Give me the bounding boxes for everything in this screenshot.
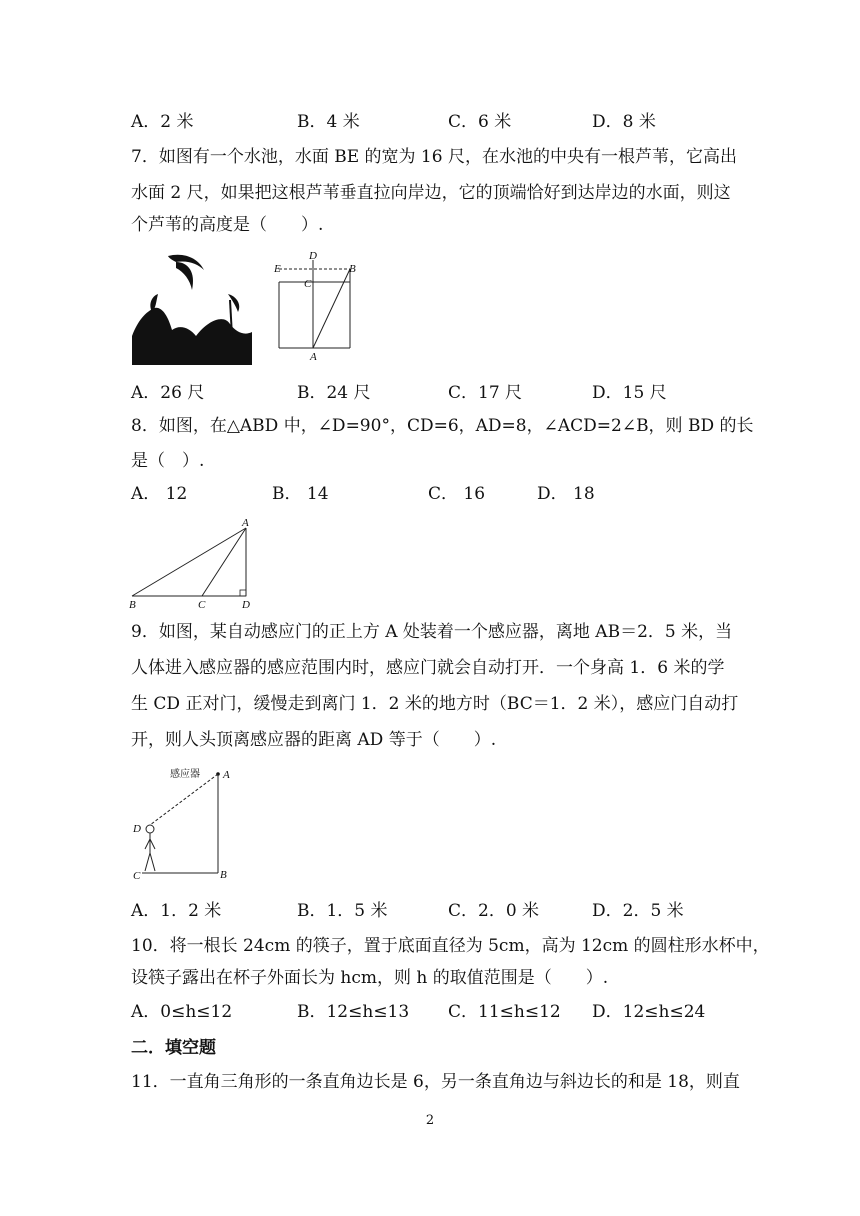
q7-line-1: 7．如图有一个水池，水面 BE 的宽为 16 尺，在水池的中央有一根芦苇，它高出 bbox=[131, 147, 737, 167]
label-b: B bbox=[220, 869, 227, 881]
label-a: A bbox=[310, 351, 317, 363]
q7-option-a: A．26 尺 bbox=[131, 383, 205, 403]
page-number: 2 bbox=[425, 1113, 435, 1128]
q10-line-1: 10．将一根长 24cm 的筷子，置于底面直径为 5cm，高为 12cm 的圆柱形水杯中， bbox=[131, 936, 770, 956]
q9-option-a: A．1．2 米 bbox=[131, 901, 222, 921]
q10-option-c: C．11≤h≤12 bbox=[448, 1002, 561, 1022]
q9-option-d: D．2．5 米 bbox=[592, 901, 684, 921]
label-b: B bbox=[129, 599, 136, 611]
label-b: B bbox=[349, 263, 356, 275]
q8-triangle-diagram bbox=[128, 516, 258, 612]
q9-option-b: B．1．5 米 bbox=[297, 901, 388, 921]
q10-option-a: A．0≤h≤12 bbox=[131, 1002, 233, 1022]
section-title-fill-in: 二．填空题 bbox=[131, 1038, 216, 1058]
q9-line-4: 开，则人头顶离感应器的距离 AD 等于（ ）. bbox=[131, 730, 497, 750]
q11-line-1: 11．一直角三角形的一条直角边长是 6，另一条直角边与斜边长的和是 18，则直 bbox=[131, 1072, 740, 1092]
q7-line-3: 个芦苇的高度是（ ）. bbox=[131, 215, 324, 235]
label-c: C bbox=[133, 870, 141, 882]
label-c: C bbox=[198, 599, 206, 611]
label-e: E bbox=[274, 263, 281, 275]
label-d: D bbox=[309, 250, 317, 262]
label-a: A bbox=[223, 769, 230, 781]
reed-photo bbox=[132, 250, 252, 365]
q9-sensor-diagram bbox=[130, 765, 240, 885]
q9-line-2: 人体进入感应器的感应范围内时，感应门就会自动打开．一个身高 1．6 米的学 bbox=[131, 658, 725, 678]
q10-option-d: D．12≤h≤24 bbox=[592, 1002, 706, 1022]
q7-option-d: D．15 尺 bbox=[592, 383, 667, 403]
q7-line-2: 水面 2 尺，如果把这根芦苇垂直拉向岸边，它的顶端恰好到达岸边的水面，则这 bbox=[131, 183, 731, 203]
q6-option-c: C．6 米 bbox=[448, 112, 512, 132]
q8-line-1: 8．如图，在△ABD 中，∠D=90°，CD=6，AD=8，∠ACD=2∠B，则 BD 的长 bbox=[131, 416, 754, 436]
q8-option-d: D． 18 bbox=[537, 484, 595, 504]
q9-option-c: C．2．0 米 bbox=[448, 901, 540, 921]
q6-option-b: B．4 米 bbox=[297, 112, 360, 132]
label-c: C bbox=[304, 278, 312, 290]
q8-line-2: 是（ ）. bbox=[131, 451, 205, 471]
q8-option-c: C． 16 bbox=[428, 484, 486, 504]
q8-option-b: B． 14 bbox=[272, 484, 329, 504]
q9-line-3: 生 CD 正对门，缓慢走到离门 1．2 米的地方时（BC＝1．2 米），感应门自动打 bbox=[131, 694, 739, 714]
label-d: D bbox=[133, 823, 141, 835]
q10-option-b: B．12≤h≤13 bbox=[297, 1002, 410, 1022]
q7-option-c: C．17 尺 bbox=[448, 383, 523, 403]
q6-option-a: A．2 米 bbox=[131, 112, 194, 132]
q8-option-a: A． 12 bbox=[131, 484, 188, 504]
q7-pool-diagram bbox=[272, 250, 362, 362]
q6-option-d: D．8 米 bbox=[592, 112, 656, 132]
label-a: A bbox=[242, 517, 249, 529]
q10-line-2: 设筷子露出在杯子外面长为 hcm，则 h 的取值范围是（ ）. bbox=[131, 968, 609, 988]
sensor-label: 感应器 bbox=[170, 769, 200, 780]
label-d: D bbox=[242, 599, 250, 611]
q9-line-1: 9．如图，某自动感应门的正上方 A 处装着一个感应器，离地 AB＝2．5 米，当 bbox=[131, 622, 733, 642]
q7-option-b: B．24 尺 bbox=[297, 383, 371, 403]
